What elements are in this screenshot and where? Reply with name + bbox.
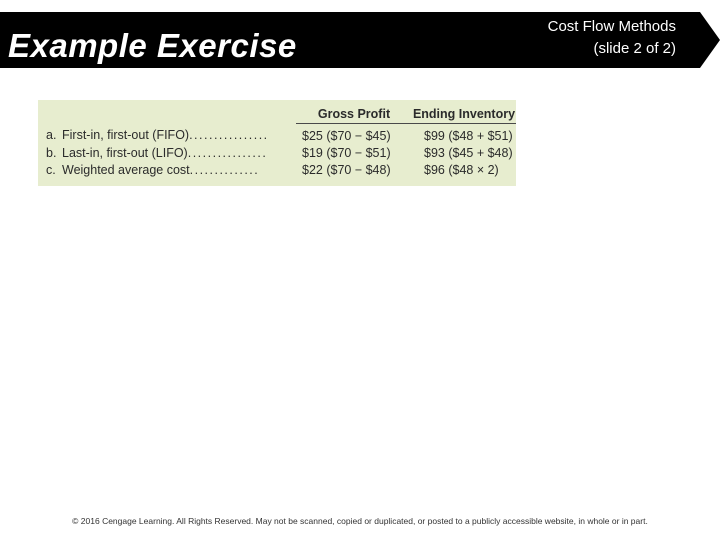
title-banner bbox=[0, 12, 720, 68]
row-method-name: Weighted average cost bbox=[62, 162, 190, 177]
table-row bbox=[38, 124, 516, 145]
column-header-gross-profit: Gross Profit bbox=[296, 100, 412, 124]
gross-profit-cell: $19 ($70 − $51) bbox=[302, 145, 391, 160]
exercise-table-panel bbox=[38, 100, 516, 186]
column-header-ending-inventory: Ending Inventory bbox=[412, 100, 516, 124]
table-row bbox=[38, 161, 516, 178]
slide-title: Example Exercise bbox=[8, 27, 297, 64]
table-row bbox=[38, 144, 516, 161]
ending-inventory-cell: $96 ($48 × 2) bbox=[424, 162, 499, 177]
slide-subtitle bbox=[548, 16, 676, 60]
ending-inventory-cell: $99 ($48 + $51) bbox=[424, 128, 513, 143]
row-label bbox=[38, 161, 296, 178]
cost-flow-results-table bbox=[38, 100, 516, 178]
leader-dots: .............. bbox=[189, 162, 260, 177]
row-label bbox=[38, 144, 296, 161]
header-blank-cell bbox=[38, 100, 296, 124]
gross-profit-cell: $22 ($70 − $48) bbox=[302, 162, 391, 177]
subtitle-line-2: (slide 2 of 2) bbox=[593, 40, 676, 57]
row-letter: a. bbox=[46, 128, 57, 143]
table-header-row bbox=[38, 100, 516, 124]
ending-inventory-cell: $93 ($45 + $48) bbox=[424, 145, 513, 160]
row-letter: c. bbox=[46, 162, 56, 177]
gross-profit-cell: $25 ($70 − $45) bbox=[302, 128, 391, 143]
row-method-name: Last-in, first-out (LIFO) bbox=[62, 145, 188, 160]
row-method-name: First-in, first-out (FIFO) bbox=[62, 128, 190, 143]
leader-dots: ................ bbox=[189, 128, 269, 143]
row-letter: b. bbox=[46, 145, 57, 160]
subtitle-line-1: Cost Flow Methods bbox=[547, 18, 676, 35]
leader-dots: ................ bbox=[187, 145, 268, 160]
row-label bbox=[38, 124, 296, 145]
copyright-footer: © 2016 Cengage Learning. All Rights Reserved. May not be scanned, copied or duplicated, or posted to a publicly accessible website, in whole or in part. bbox=[72, 516, 648, 526]
